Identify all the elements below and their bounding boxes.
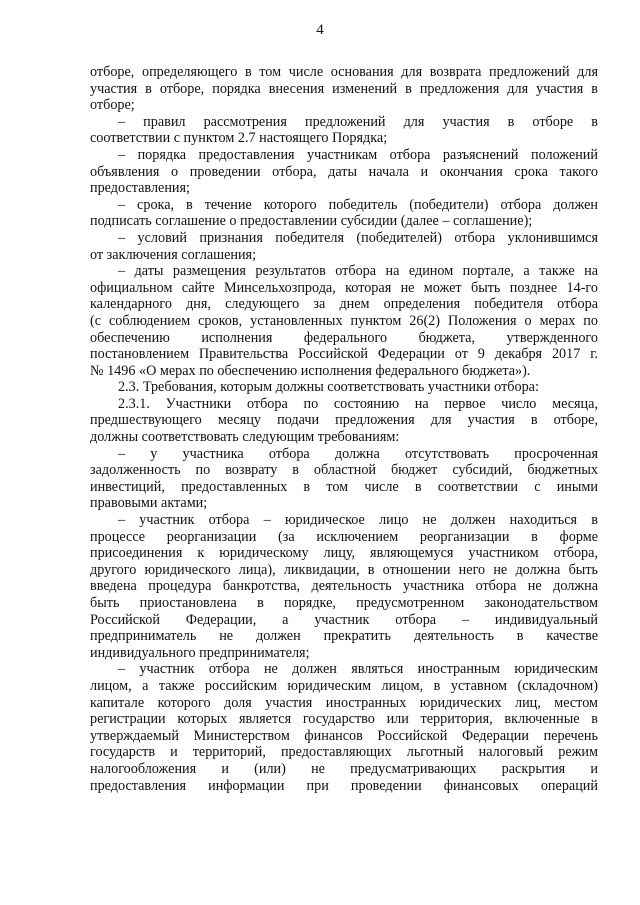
- text-line: другого юридического лица), ликвидации, в отношении него не должна быть: [90, 561, 598, 578]
- text-line: отборе;: [90, 97, 135, 114]
- text-line: – условий признания победителя (победителей) отбора уклонившимся: [118, 229, 598, 246]
- text-line: постановлением Правительства Российской Федерации от 9 декабря 2017 г.: [90, 346, 598, 363]
- text-line: процессе реорганизации (за исключением реорганизации в форме: [90, 528, 598, 545]
- text-line: задолженность по возврату в областной бюджет субсидий, бюджетных: [90, 462, 598, 479]
- text-line: соответствии с пунктом 2.7 настоящего Порядка;: [90, 130, 388, 147]
- text-line: лицом, а также российским юридическим лицом, в уставном (складочном): [90, 677, 598, 694]
- text-line: от заключения соглашения;: [90, 246, 257, 263]
- text-line: – порядка предоставления участникам отбора разъяснений положений: [118, 146, 598, 163]
- text-line: 2.3. Требования, которым должны соответствовать участники отбора:: [118, 379, 539, 396]
- text-line: должны соответствовать следующим требованиям:: [90, 429, 400, 446]
- text-line: участия в отборе, порядка внесения изменений в предложения для участия в: [90, 80, 598, 97]
- text-line: введена процедура банкротства, деятельность участника отбора не должна: [90, 578, 598, 595]
- text-line: правовыми актами;: [90, 495, 208, 512]
- text-line: – участник отбора не должен являться иностранным юридическим: [118, 661, 598, 678]
- text-line: регистрации которых является государство или территория, включенные в: [90, 711, 598, 728]
- text-line: предшествующего месяцу подачи предложения для участия в отборе,: [90, 412, 598, 429]
- text-line: налогообложения и (или) не предусматривающих раскрытия и: [90, 760, 598, 777]
- text-line: № 1496 «О мерах по обеспечению исполнения федерального бюджета»).: [90, 362, 531, 379]
- text-line: утверждаемый Министерством финансов Российской Федерации перечень: [90, 727, 598, 744]
- text-line: – даты размещения результатов отбора на едином портале, а также на: [118, 263, 598, 280]
- text-line: присоединения к юридическому лицу, являющемуся участником отбора,: [90, 545, 598, 562]
- text-line: официальном сайте Минсельхозпрода, которая не может быть позднее 14-го: [90, 279, 598, 296]
- text-line: объявления о проведении отбора, даты начала и окончания срока такого: [90, 163, 598, 180]
- text-line: инвестиций, предоставленных в том числе в соответствии с иными: [90, 478, 598, 495]
- text-line: обеспечению исполнения федерального бюджета, утвержденного: [90, 329, 598, 346]
- text-line: – участник отбора – юридическое лицо не должен находиться в: [118, 512, 598, 529]
- text-line: – у участника отбора должна отсутствовать просроченная: [118, 445, 598, 462]
- text-line: – правил рассмотрения предложений для участия в отборе в: [118, 113, 598, 130]
- text-line: 2.3.1. Участники отбора по состоянию на первое число месяца,: [118, 395, 598, 412]
- text-line: календарного дня, следующего за днем определения победителя отбора: [90, 296, 598, 313]
- text-line: – срока, в течение которого победитель (победители) отбора должен: [118, 196, 598, 213]
- text-line: предоставления информации при проведении финансовых операций: [90, 777, 598, 794]
- text-line: капитале которого доля участия иностранных юридических лиц, местом: [90, 694, 598, 711]
- text-line: подписать соглашение о предоставлении субсидии (далее – соглашение);: [90, 213, 533, 230]
- text-line: государств и территорий, предоставляющих льготный налоговый режим: [90, 744, 598, 761]
- document-body: [90, 64, 598, 794]
- text-line: (с соблюдением сроков, установленных пунктом 26(2) Положения о мерах по: [90, 312, 598, 329]
- page-number: 4: [316, 22, 324, 38]
- text-line: предприниматель не должен прекратить деятельность в качестве: [90, 628, 598, 645]
- text-line: быть приостановлена в порядке, предусмотренном законодательством: [90, 595, 598, 611]
- text-line: Российской Федерации, а участник отбора – индивидуальный: [90, 611, 598, 628]
- text-line: предоставления;: [90, 180, 190, 197]
- text-line: индивидуального предпринимателя;: [90, 644, 310, 661]
- text-line: отборе, определяющего в том числе основания для возврата предложений для: [90, 64, 598, 80]
